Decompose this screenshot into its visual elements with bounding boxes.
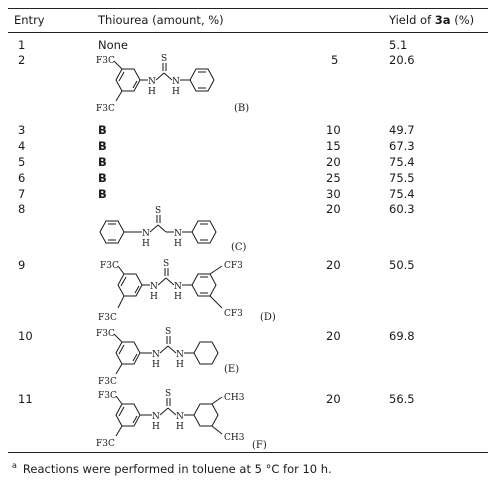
structure-e-n2: N bbox=[176, 350, 184, 360]
structure-d-h1: H bbox=[150, 292, 158, 302]
structure-e-h2: H bbox=[176, 360, 184, 370]
row-10-amount: 20 bbox=[326, 329, 341, 343]
structure-b-label: (B) bbox=[234, 103, 250, 114]
structure-b-sulfur: S bbox=[161, 54, 168, 64]
row-10-yield: 69.8 bbox=[389, 329, 415, 343]
row-9-entry: 9 bbox=[18, 258, 26, 272]
row-3-catalyst: B bbox=[98, 123, 107, 137]
header-yield-prefix: Yield of bbox=[389, 13, 435, 27]
row-4-amount: 15 bbox=[326, 139, 341, 153]
top-rule bbox=[8, 8, 488, 9]
structure-c-n1: N bbox=[142, 229, 150, 239]
structure-d-h2: H bbox=[174, 292, 182, 302]
header-yield-compound: 3a bbox=[434, 13, 451, 27]
row-1-entry: 1 bbox=[18, 38, 26, 52]
structure-b-cf3-bottom: F3C bbox=[96, 104, 115, 114]
header-rule bbox=[8, 32, 488, 33]
structure-d-label: (D) bbox=[260, 312, 276, 323]
structure-e-label: (E) bbox=[224, 364, 240, 375]
structure-e-cf3-bottom: F3C bbox=[98, 377, 117, 387]
row-8-amount: 20 bbox=[326, 202, 341, 216]
row-1-catalyst: None bbox=[98, 38, 129, 52]
structure-f-n1: N bbox=[152, 412, 160, 422]
structure-e-cf3-top: F3C bbox=[96, 329, 115, 339]
structure-b-h2: H bbox=[172, 87, 180, 97]
row-9-amount: 20 bbox=[326, 258, 341, 272]
row-7-catalyst: B bbox=[98, 187, 107, 201]
row-6-yield: 75.5 bbox=[389, 171, 415, 185]
row-3-amount: 10 bbox=[326, 123, 341, 137]
structure-e bbox=[94, 328, 254, 394]
row-3-yield: 49.7 bbox=[389, 123, 415, 137]
structure-f-ch3-bottom: CH3 bbox=[224, 433, 245, 443]
structure-b-n1: N bbox=[148, 77, 156, 87]
structure-d-cf3-bottom-left: F3C bbox=[98, 313, 117, 323]
row-5-entry: 5 bbox=[18, 155, 26, 169]
row-9-yield: 50.5 bbox=[389, 258, 415, 272]
structure-c-h2: H bbox=[174, 239, 182, 249]
row-4-catalyst: B bbox=[98, 139, 107, 153]
structure-b-n2: N bbox=[172, 77, 180, 87]
structure-d-n1: N bbox=[150, 282, 158, 292]
structure-b-cf3-top: F3C bbox=[96, 56, 115, 66]
row-7-amount: 30 bbox=[326, 187, 341, 201]
header-yield bbox=[389, 13, 474, 27]
structure-f-n2: N bbox=[176, 412, 184, 422]
header-entry: Entry bbox=[14, 13, 45, 27]
row-1-yield: 5.1 bbox=[389, 38, 408, 52]
row-2-entry: 2 bbox=[18, 53, 26, 67]
structure-c bbox=[96, 206, 256, 258]
footnote-text: Reactions were performed in toluene at 5 °C for 10 h. bbox=[22, 461, 332, 476]
structure-d-sulfur: S bbox=[163, 259, 170, 269]
structure-f-h1: H bbox=[152, 422, 160, 432]
structure-d-cf3-top-right: CF3 bbox=[224, 261, 243, 271]
header-thiourea: Thiourea (amount, %) bbox=[98, 13, 224, 27]
structure-d-cf3-bottom-right: CF3 bbox=[224, 309, 243, 319]
row-6-catalyst: B bbox=[98, 171, 107, 185]
row-10-entry: 10 bbox=[18, 329, 33, 343]
structure-c-label: (C) bbox=[231, 242, 247, 253]
row-11-amount: 20 bbox=[326, 392, 341, 406]
row-11-entry: 11 bbox=[18, 392, 33, 406]
structure-f-h2: H bbox=[176, 422, 184, 432]
row-6-entry: 6 bbox=[18, 171, 26, 185]
structure-f-cyclohexyl-ring bbox=[194, 404, 218, 426]
row-7-entry: 7 bbox=[18, 187, 26, 201]
row-6-amount: 25 bbox=[326, 171, 341, 185]
structure-d-n2: N bbox=[174, 282, 182, 292]
structure-c-n2: N bbox=[174, 229, 182, 239]
footnote-marker: a bbox=[12, 461, 17, 470]
row-2-yield: 20.6 bbox=[389, 53, 415, 67]
structure-e-sulfur: S bbox=[165, 327, 172, 337]
structure-b bbox=[94, 53, 264, 123]
structure-f bbox=[94, 388, 274, 456]
structure-f-label: (F) bbox=[252, 440, 267, 451]
structure-f-sulfur: S bbox=[165, 389, 172, 399]
row-4-yield: 67.3 bbox=[389, 139, 415, 153]
row-5-yield: 75.4 bbox=[389, 155, 415, 169]
row-4-entry: 4 bbox=[18, 139, 26, 153]
row-8-entry: 8 bbox=[18, 202, 26, 216]
structure-d bbox=[94, 258, 284, 330]
structure-b-h1: H bbox=[148, 87, 156, 97]
row-7-yield: 75.4 bbox=[389, 187, 415, 201]
structure-f-ch3-top: CH3 bbox=[224, 393, 245, 403]
structure-c-sulfur: S bbox=[155, 206, 162, 216]
row-8-yield: 60.3 bbox=[389, 202, 415, 216]
structure-f-cf3-bottom: F3C bbox=[96, 439, 115, 449]
structure-d-cf3-top-left: F3C bbox=[100, 261, 119, 271]
row-5-amount: 20 bbox=[326, 155, 341, 169]
footnote bbox=[12, 461, 332, 476]
structure-e-n1: N bbox=[152, 350, 160, 360]
structure-e-h1: H bbox=[152, 360, 160, 370]
structure-e-cyclohexyl-ring bbox=[194, 342, 218, 364]
row-5-catalyst: B bbox=[98, 155, 107, 169]
header-yield-suffix: (%) bbox=[450, 13, 475, 27]
structure-f-cf3-top: F3C bbox=[98, 391, 117, 401]
row-3-entry: 3 bbox=[18, 123, 26, 137]
row-2-amount: 5 bbox=[331, 53, 339, 67]
row-11-yield: 56.5 bbox=[389, 392, 415, 406]
structure-c-h1: H bbox=[142, 239, 150, 249]
